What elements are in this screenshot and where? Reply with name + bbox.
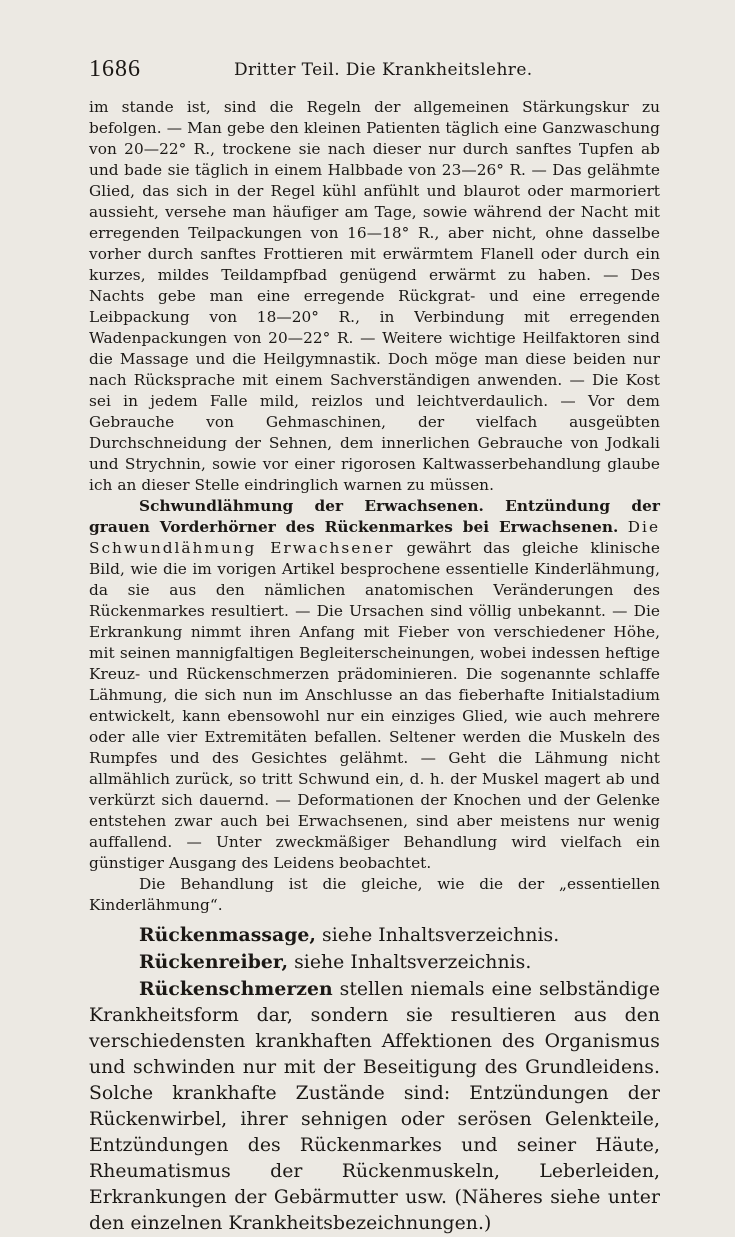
paragraph-continued: im stande ist, sind die Regeln der allgemeinen Stärkungskur zu befolgen. — Man gebe den kleinen Patienten täglich eine Ganzwaschung von 20—22° R., trockene sie nach dieser nur durch sanftes Tupfen ab und bade sie täglich in einem Halbbade von 23—26° R. — Das gelähmte Glied, das sich in der Regel kühl anfühlt und blaurot oder marmoriert aussieht, versehe man häufiger am Tage, sowie während der Nacht mit erregenden Teilpackungen von 16—18° R., aber nicht, ohne dasselbe vorher durch sanftes Frottieren mit erwärmtem Flanell oder durch ein kurzes, mildes Teildampfbad genügend erwärmt zu haben. — Des Nachts gebe man eine erregende Rückgrat- und eine erregende Leibpackung von 18—20° R., in Verbindung mit erregenden Wadenpackungen von 20—22° R. — Weitere wichtige Heilfaktoren sind die Massage und die Heilgymnastik. Doch möge man diese beiden nur nach Rücksprache mit einem Sachverständigen anwenden. — Die Kost sei in jedem Falle mild, reizlos und leichtverdaulich. — Vor dem Gebrauche von Gehmaschinen, der vielfach ausgeübten Durchschneidung der Sehnen, dem innerlichen Gebrauche von Jodkali und Strychnin, sowie vor einer rigorosen Kaltwasserbehandlung glaube ich an dieser Stelle eindringlich warnen zu müssen. [89,98,660,494]
entry-rueckenschmerzen [89,976,660,1237]
page-body [89,97,660,1237]
entry-lemma: Rückenmassage, [139,924,316,946]
entry-lemma: Rückenschmerzen [139,978,333,1000]
section-term: Die Schwundlähmung Erwachsener [89,518,660,557]
section-text: gewährt das gleiche klinische Bild, wie die im vorigen Artikel besprochene essentielle Kinderlähmung, da sie aus den nämlichen anatomischen Veränderungen des Rückenmarkes resultiert. — Die Ursachen sind völlig unbekannt. — Die Erkrankung nimmt ihren Anfang mit Fieber von verschiedener Höhe, mit seinen mannigfaltigen Begleiterscheinungen, wobei indessen heftige Kreuz- und Rückenschmerzen prädominieren. Die sogenannte schlaffe Lähmung, die sich nun im Anschlusse an das fieberhafte Initialstadium entwickelt, kann ebensowohl nur ein einziges Glied, wie auch mehrere oder alle vier Extremitäten befallen. Seltener werden die Muskeln des Rumpfes und des Gesichtes gelähmt. — Geht die Lähmung nicht allmählich zurück, so tritt Schwund ein, d. h. der Muskel magert ab und verkürzt sich dauernd. — Deformationen der Knochen und der Gelenke entstehen zwar auch bei Erwachsenen, sind aber meistens nur wenig auffallend. — Unter zweckmäßiger Behandlung wird vielfach ein günstiger Ausgang des Leidens beobachtet. [89,539,660,872]
treatment-note: Die Behandlung ist die gleiche, wie die der „essentiellen Kinderlähmung“. [89,875,660,914]
page-number: 1686 [89,56,141,82]
entry-rueckenmassage [89,922,660,949]
entry-lemma: Rückenreiber, [139,951,289,973]
section-paragraph [89,496,660,874]
entry-text: stellen niemals eine selbständige Krankheitsform dar, sondern sie resultieren aus den verschiedensten krankhaften Affektionen des Organismus und schwinden nur mit der Beseitigung des Grundleidens. Solche krankhafte Zustände sind: Entzündungen der Rückenwirbel, ihrer sehnigen oder serösen Gelenkteile, Entzündungen des Rückenmarkes und seiner Häute, Rheumatismus der Rückenmuskeln, Leberleiden, Erkrankungen der Gebärmutter usw. (Näheres siehe unter den einzelnen Krankheitsbezeichnungen.) [89,979,660,1234]
entry-text: siehe Inhaltsverzeichnis. [316,925,560,946]
dictionary-entries [89,922,660,1237]
running-head: Dritter Teil. Die Krankheitslehre. [234,60,533,80]
entry-rueckenreiber [89,949,660,976]
entry-text: siehe Inhaltsverzeichnis. [288,952,532,973]
page-header [89,56,659,86]
section-heading: Schwundlähmung der Erwachsenen. Entzündung der grauen Vorderhörner des Rückenmarkes bei Erwachsenen. [89,497,660,536]
